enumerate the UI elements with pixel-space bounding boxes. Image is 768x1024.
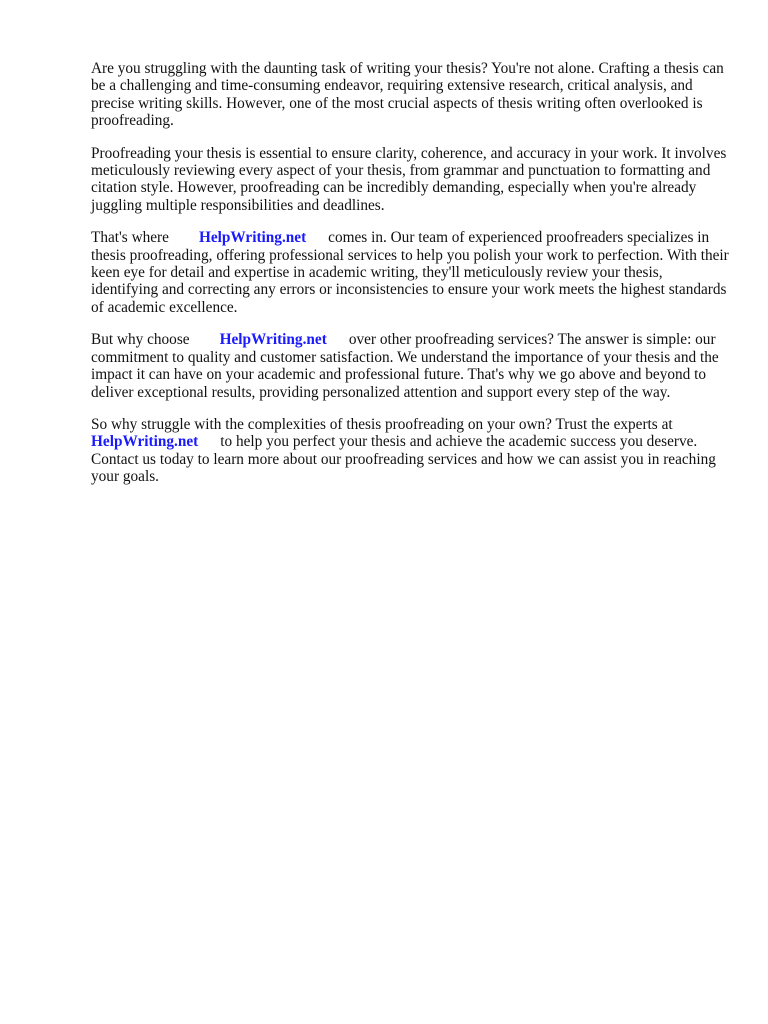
paragraph-text: to help you perfect your thesis and achieve the academic success you deserve. Contact us today to learn more about our proofreading services and how we can assist you in reaching your goals. [91,433,716,486]
paragraph-text: So why struggle with the complexities of thesis proofreading on your own? Trust the experts at [91,415,673,433]
helpwriting-link[interactable]: HelpWriting.net [219,331,327,349]
paragraph-text: comes in. Our team of experienced proofreaders specializes in thesis proofreading, offering professional services to help you polish your work to perfection. With their keen eye for detail and expertise in academic writing, they'll meticulously review your thesis, identifying and correcting any errors or inconsistencies to ensure your work meets the highest standards of academic excellence. [91,229,729,316]
paragraph-intro: Are you struggling with the daunting task of writing your thesis? You're not alone. Crafting a thesis can be a challenging and time-consuming endeavor, requiring extensive research, critical analysis, and precise writing skills. However, one of the most crucial aspects of thesis writing often overlooked is proofreading. [91,60,724,130]
helpwriting-link[interactable]: HelpWriting.net [91,433,199,451]
paragraph-text: over other proofreading services? The answer is simple: our commitment to quality and customer satisfaction. We understand the importance of your thesis and the impact it can have on your academic and professional future. That's why we go above and beyond to deliver exceptional results, providing personalized attention and support every step of the way. [91,331,719,401]
paragraph-conclusion [91,416,731,486]
helpwriting-link[interactable]: HelpWriting.net [198,229,307,247]
paragraph-text: That's where [91,229,169,247]
paragraph-why-choose [91,331,731,401]
document-page [91,60,731,501]
paragraph-proofreading: Proofreading your thesis is essential to ensure clarity, coherence, and accuracy in your work. It involves meticulously reviewing every aspect of your thesis, from grammar and punctuation to formatting and citation style. However, proofreading can be incredibly demanding, especially when you're already juggling multiple responsibilities and deadlines. [91,144,727,214]
paragraph-text: But why choose [91,331,190,349]
paragraph-thats-where [91,229,731,316]
